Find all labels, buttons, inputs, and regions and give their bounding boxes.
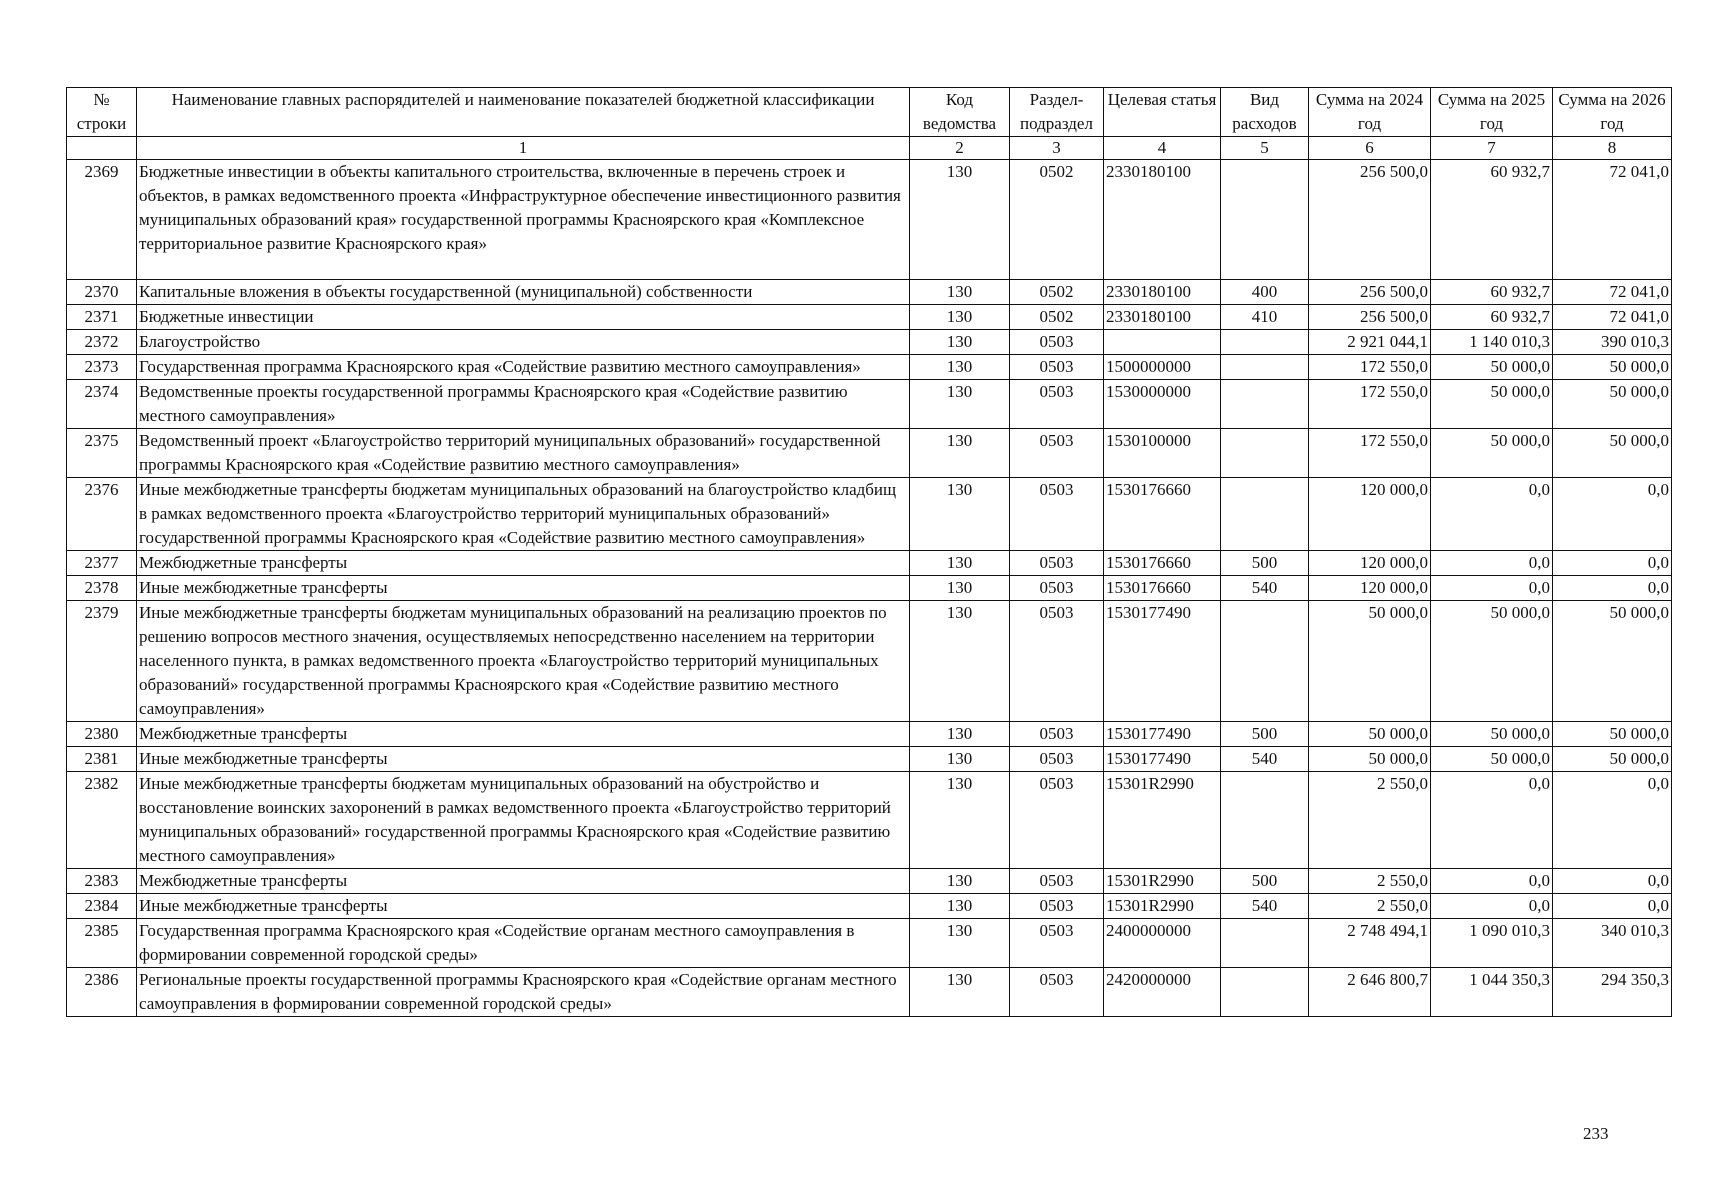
row-name-cell: Иные межбюджетные трансферты bbox=[137, 576, 910, 601]
target-article-cell: 1530100000 bbox=[1104, 429, 1221, 478]
department-code-cell: 130 bbox=[910, 576, 1010, 601]
sum-2024-cell: 2 550,0 bbox=[1309, 894, 1431, 919]
sum-2025-cell: 50 000,0 bbox=[1431, 380, 1553, 429]
row-name-cell: Иные межбюджетные трансферты bbox=[137, 747, 910, 772]
department-code-cell: 130 bbox=[910, 968, 1010, 1017]
budget-document-page bbox=[66, 87, 1672, 1017]
sum-2026-cell: 0,0 bbox=[1553, 772, 1672, 869]
row-name-cell: Межбюджетные трансферты bbox=[137, 551, 910, 576]
sum-2025-cell: 1 090 010,3 bbox=[1431, 919, 1553, 968]
header-name: Наименование главных распорядителей и наименование показателей бюджетной классификации bbox=[137, 88, 910, 137]
expense-type-cell: 500 bbox=[1221, 869, 1309, 894]
row-name-cell: Государственная программа Красноярского края «Содействие развитию местного самоуправления» bbox=[137, 355, 910, 380]
department-code-cell: 130 bbox=[910, 551, 1010, 576]
sum-2025-cell: 0,0 bbox=[1431, 551, 1553, 576]
row-number-cell: 2383 bbox=[67, 869, 137, 894]
department-code-cell: 130 bbox=[910, 429, 1010, 478]
section-cell: 0503 bbox=[1010, 478, 1104, 551]
sum-2026-cell: 340 010,3 bbox=[1553, 919, 1672, 968]
sum-2025-cell: 0,0 bbox=[1431, 772, 1553, 869]
column-number: 8 bbox=[1553, 137, 1672, 160]
table-header bbox=[67, 88, 1672, 160]
column-number: 2 bbox=[910, 137, 1010, 160]
row-name-cell: Иные межбюджетные трансферты bbox=[137, 894, 910, 919]
sum-2025-cell: 1 044 350,3 bbox=[1431, 968, 1553, 1017]
section-cell: 0503 bbox=[1010, 894, 1104, 919]
row-number-cell: 2376 bbox=[67, 478, 137, 551]
department-code-cell: 130 bbox=[910, 160, 1010, 280]
target-article-cell: 2330180100 bbox=[1104, 160, 1221, 280]
row-number-cell: 2380 bbox=[67, 722, 137, 747]
department-code-cell: 130 bbox=[910, 355, 1010, 380]
expense-type-cell: 400 bbox=[1221, 280, 1309, 305]
row-number-cell: 2385 bbox=[67, 919, 137, 968]
target-article-cell: 1530000000 bbox=[1104, 380, 1221, 429]
sum-2026-cell: 0,0 bbox=[1553, 894, 1672, 919]
sum-2025-cell: 0,0 bbox=[1431, 576, 1553, 601]
row-number-cell: 2378 bbox=[67, 576, 137, 601]
sum-2026-cell: 72 041,0 bbox=[1553, 280, 1672, 305]
sum-2026-cell: 50 000,0 bbox=[1553, 355, 1672, 380]
sum-2025-cell: 0,0 bbox=[1431, 894, 1553, 919]
section-cell: 0502 bbox=[1010, 280, 1104, 305]
sum-2024-cell: 2 550,0 bbox=[1309, 869, 1431, 894]
row-name-cell: Иные межбюджетные трансферты бюджетам муниципальных образований на благоустройство кладбищ в рамках ведомственного проекта «Благоустройство территорий муниципальных образований» государственной программы Красноярского края «Содействие развитию местного самоуправления» bbox=[137, 478, 910, 551]
sum-2024-cell: 50 000,0 bbox=[1309, 601, 1431, 722]
department-code-cell: 130 bbox=[910, 869, 1010, 894]
sum-2025-cell: 60 932,7 bbox=[1431, 280, 1553, 305]
expense-type-cell: 540 bbox=[1221, 576, 1309, 601]
section-cell: 0503 bbox=[1010, 380, 1104, 429]
target-article-cell: 1530177490 bbox=[1104, 601, 1221, 722]
row-name-cell: Региональные проекты государственной программы Красноярского края «Содействие органам местного самоуправления в формировании современной городской среды» bbox=[137, 968, 910, 1017]
sum-2024-cell: 172 550,0 bbox=[1309, 355, 1431, 380]
sum-2026-cell: 0,0 bbox=[1553, 576, 1672, 601]
header-expense-type: Вид расходов bbox=[1221, 88, 1309, 137]
expense-type-cell: 540 bbox=[1221, 894, 1309, 919]
department-code-cell: 130 bbox=[910, 280, 1010, 305]
section-cell: 0502 bbox=[1010, 160, 1104, 280]
column-number: 1 bbox=[137, 137, 910, 160]
expense-type-cell bbox=[1221, 772, 1309, 869]
table-row bbox=[67, 330, 1672, 355]
target-article-cell: 2420000000 bbox=[1104, 968, 1221, 1017]
sum-2024-cell: 172 550,0 bbox=[1309, 429, 1431, 478]
column-number: 5 bbox=[1221, 137, 1309, 160]
row-number-cell: 2379 bbox=[67, 601, 137, 722]
target-article-cell: 2400000000 bbox=[1104, 919, 1221, 968]
target-article-cell: 1530177490 bbox=[1104, 722, 1221, 747]
sum-2026-cell: 0,0 bbox=[1553, 551, 1672, 576]
expense-type-cell bbox=[1221, 919, 1309, 968]
sum-2026-cell: 72 041,0 bbox=[1553, 305, 1672, 330]
expense-type-cell bbox=[1221, 968, 1309, 1017]
table-row bbox=[67, 280, 1672, 305]
department-code-cell: 130 bbox=[910, 919, 1010, 968]
target-article-cell: 15301R2990 bbox=[1104, 869, 1221, 894]
table-row bbox=[67, 380, 1672, 429]
column-number: 6 bbox=[1309, 137, 1431, 160]
sum-2024-cell: 256 500,0 bbox=[1309, 280, 1431, 305]
row-number-cell: 2384 bbox=[67, 894, 137, 919]
header-department-code: Код ведомства bbox=[910, 88, 1010, 137]
row-name-cell: Иные межбюджетные трансферты бюджетам муниципальных образований на обустройство и восстановление воинских захоронений в рамках ведомственного проекта «Благоустройство территорий муниципальных образований» государственной программы Красноярского края «Содействие развитию местного самоуправления» bbox=[137, 772, 910, 869]
section-cell: 0503 bbox=[1010, 747, 1104, 772]
sum-2024-cell: 2 646 800,7 bbox=[1309, 968, 1431, 1017]
target-article-cell: 15301R2990 bbox=[1104, 772, 1221, 869]
column-number: 3 bbox=[1010, 137, 1104, 160]
sum-2024-cell: 2 550,0 bbox=[1309, 772, 1431, 869]
sum-2024-cell: 256 500,0 bbox=[1309, 160, 1431, 280]
sum-2024-cell: 256 500,0 bbox=[1309, 305, 1431, 330]
table-row bbox=[67, 772, 1672, 869]
expense-type-cell: 540 bbox=[1221, 747, 1309, 772]
sum-2024-cell: 172 550,0 bbox=[1309, 380, 1431, 429]
header-sum-2026: Сумма на 2026 год bbox=[1553, 88, 1672, 137]
section-cell: 0503 bbox=[1010, 576, 1104, 601]
row-number-cell: 2370 bbox=[67, 280, 137, 305]
expense-type-cell bbox=[1221, 160, 1309, 280]
section-cell: 0502 bbox=[1010, 305, 1104, 330]
row-number-cell: 2374 bbox=[67, 380, 137, 429]
section-cell: 0503 bbox=[1010, 601, 1104, 722]
target-article-cell: 1500000000 bbox=[1104, 355, 1221, 380]
department-code-cell: 130 bbox=[910, 478, 1010, 551]
department-code-cell: 130 bbox=[910, 601, 1010, 722]
sum-2024-cell: 120 000,0 bbox=[1309, 551, 1431, 576]
row-number-cell: 2372 bbox=[67, 330, 137, 355]
sum-2024-cell: 120 000,0 bbox=[1309, 576, 1431, 601]
table-row bbox=[67, 747, 1672, 772]
expense-type-cell bbox=[1221, 330, 1309, 355]
sum-2025-cell: 60 932,7 bbox=[1431, 305, 1553, 330]
sum-2026-cell: 390 010,3 bbox=[1553, 330, 1672, 355]
department-code-cell: 130 bbox=[910, 894, 1010, 919]
section-cell: 0503 bbox=[1010, 722, 1104, 747]
department-code-cell: 130 bbox=[910, 380, 1010, 429]
expense-type-cell: 500 bbox=[1221, 551, 1309, 576]
expense-type-cell bbox=[1221, 355, 1309, 380]
sum-2024-cell: 120 000,0 bbox=[1309, 478, 1431, 551]
department-code-cell: 130 bbox=[910, 722, 1010, 747]
department-code-cell: 130 bbox=[910, 330, 1010, 355]
expense-type-cell bbox=[1221, 429, 1309, 478]
sum-2026-cell: 50 000,0 bbox=[1553, 722, 1672, 747]
sum-2026-cell: 50 000,0 bbox=[1553, 429, 1672, 478]
section-cell: 0503 bbox=[1010, 968, 1104, 1017]
table-row bbox=[67, 551, 1672, 576]
department-code-cell: 130 bbox=[910, 305, 1010, 330]
sum-2026-cell: 294 350,3 bbox=[1553, 968, 1672, 1017]
row-number-cell: 2371 bbox=[67, 305, 137, 330]
header-sum-2025: Сумма на 2025 год bbox=[1431, 88, 1553, 137]
sum-2025-cell: 50 000,0 bbox=[1431, 601, 1553, 722]
column-number bbox=[67, 137, 137, 160]
table-row bbox=[67, 576, 1672, 601]
sum-2024-cell: 50 000,0 bbox=[1309, 747, 1431, 772]
table-row bbox=[67, 894, 1672, 919]
row-name-cell: Иные межбюджетные трансферты бюджетам муниципальных образований на реализацию проектов по решению вопросов местного значения, осуществляемых непосредственно населением на территории населенного пункта, в рамках ведомственного проекта «Благоустройство территорий муниципальных образований» государственной программы Красноярского края «Содействие развитию местного самоуправления» bbox=[137, 601, 910, 722]
sum-2025-cell: 0,0 bbox=[1431, 869, 1553, 894]
target-article-cell: 1530176660 bbox=[1104, 478, 1221, 551]
row-name-cell: Капитальные вложения в объекты государственной (муниципальной) собственности bbox=[137, 280, 910, 305]
sum-2026-cell: 72 041,0 bbox=[1553, 160, 1672, 280]
row-name-cell: Благоустройство bbox=[137, 330, 910, 355]
sum-2026-cell: 50 000,0 bbox=[1553, 747, 1672, 772]
header-section: Раздел- подраздел bbox=[1010, 88, 1104, 137]
table-row bbox=[67, 305, 1672, 330]
sum-2024-cell: 50 000,0 bbox=[1309, 722, 1431, 747]
row-number-cell: 2377 bbox=[67, 551, 137, 576]
expense-type-cell bbox=[1221, 601, 1309, 722]
sum-2025-cell: 50 000,0 bbox=[1431, 355, 1553, 380]
table-row bbox=[67, 722, 1672, 747]
row-name-cell: Межбюджетные трансферты bbox=[137, 869, 910, 894]
row-name-cell: Бюджетные инвестиции bbox=[137, 305, 910, 330]
sum-2026-cell: 50 000,0 bbox=[1553, 380, 1672, 429]
target-article-cell: 1530176660 bbox=[1104, 551, 1221, 576]
row-number-cell: 2382 bbox=[67, 772, 137, 869]
expense-type-cell: 410 bbox=[1221, 305, 1309, 330]
expense-type-cell: 500 bbox=[1221, 722, 1309, 747]
row-number-cell: 2369 bbox=[67, 160, 137, 280]
row-name-cell: Ведомственные проекты государственной программы Красноярского края «Содействие развитию местного самоуправления» bbox=[137, 380, 910, 429]
row-name-cell: Бюджетные инвестиции в объекты капитального строительства, включенные в перечень строек и объектов, в рамках ведомственного проекта «Инфраструктурное обеспечение инвестиционного развития муниципальных образований края» государственной программы Красноярского края «Комплексное территориальное развитие Красноярского края» bbox=[137, 160, 910, 280]
table-row bbox=[67, 429, 1672, 478]
table-row bbox=[67, 968, 1672, 1017]
sum-2025-cell: 50 000,0 bbox=[1431, 429, 1553, 478]
section-cell: 0503 bbox=[1010, 330, 1104, 355]
row-number-cell: 2381 bbox=[67, 747, 137, 772]
sum-2025-cell: 50 000,0 bbox=[1431, 722, 1553, 747]
target-article-cell: 15301R2990 bbox=[1104, 894, 1221, 919]
department-code-cell: 130 bbox=[910, 747, 1010, 772]
header-target-article: Целевая статья bbox=[1104, 88, 1221, 137]
sum-2025-cell: 0,0 bbox=[1431, 478, 1553, 551]
target-article-cell: 1530177490 bbox=[1104, 747, 1221, 772]
row-name-cell: Государственная программа Красноярского края «Содействие органам местного самоуправления в формировании современной городской среды» bbox=[137, 919, 910, 968]
sum-2026-cell: 0,0 bbox=[1553, 478, 1672, 551]
table-row bbox=[67, 601, 1672, 722]
header-sum-2024: Сумма на 2024 год bbox=[1309, 88, 1431, 137]
table-row bbox=[67, 478, 1672, 551]
table-row bbox=[67, 869, 1672, 894]
section-cell: 0503 bbox=[1010, 551, 1104, 576]
page-number: 233 bbox=[1583, 1124, 1609, 1143]
table-row bbox=[67, 919, 1672, 968]
section-cell: 0503 bbox=[1010, 869, 1104, 894]
sum-2025-cell: 50 000,0 bbox=[1431, 747, 1553, 772]
section-cell: 0503 bbox=[1010, 429, 1104, 478]
sum-2026-cell: 50 000,0 bbox=[1553, 601, 1672, 722]
row-number-cell: 2386 bbox=[67, 968, 137, 1017]
column-number-row bbox=[67, 137, 1672, 160]
section-cell: 0503 bbox=[1010, 919, 1104, 968]
sum-2024-cell: 2 921 044,1 bbox=[1309, 330, 1431, 355]
row-name-cell: Межбюджетные трансферты bbox=[137, 722, 910, 747]
section-cell: 0503 bbox=[1010, 355, 1104, 380]
row-number-cell: 2375 bbox=[67, 429, 137, 478]
target-article-cell: 2330180100 bbox=[1104, 280, 1221, 305]
target-article-cell: 2330180100 bbox=[1104, 305, 1221, 330]
budget-table bbox=[66, 87, 1672, 1017]
section-cell: 0503 bbox=[1010, 772, 1104, 869]
sum-2024-cell: 2 748 494,1 bbox=[1309, 919, 1431, 968]
target-article-cell bbox=[1104, 330, 1221, 355]
expense-type-cell bbox=[1221, 478, 1309, 551]
column-number: 4 bbox=[1104, 137, 1221, 160]
row-number-cell: 2373 bbox=[67, 355, 137, 380]
row-name-cell: Ведомственный проект «Благоустройство территорий муниципальных образований» государственной программы Красноярского края «Содействие развитию местного самоуправления» bbox=[137, 429, 910, 478]
expense-type-cell bbox=[1221, 380, 1309, 429]
sum-2025-cell: 1 140 010,3 bbox=[1431, 330, 1553, 355]
column-number: 7 bbox=[1431, 137, 1553, 160]
sum-2025-cell: 60 932,7 bbox=[1431, 160, 1553, 280]
target-article-cell: 1530176660 bbox=[1104, 576, 1221, 601]
department-code-cell: 130 bbox=[910, 772, 1010, 869]
table-row bbox=[67, 355, 1672, 380]
header-row-number: № строки bbox=[67, 88, 137, 137]
table-row bbox=[67, 160, 1672, 280]
sum-2026-cell: 0,0 bbox=[1553, 869, 1672, 894]
table-body bbox=[67, 160, 1672, 1017]
